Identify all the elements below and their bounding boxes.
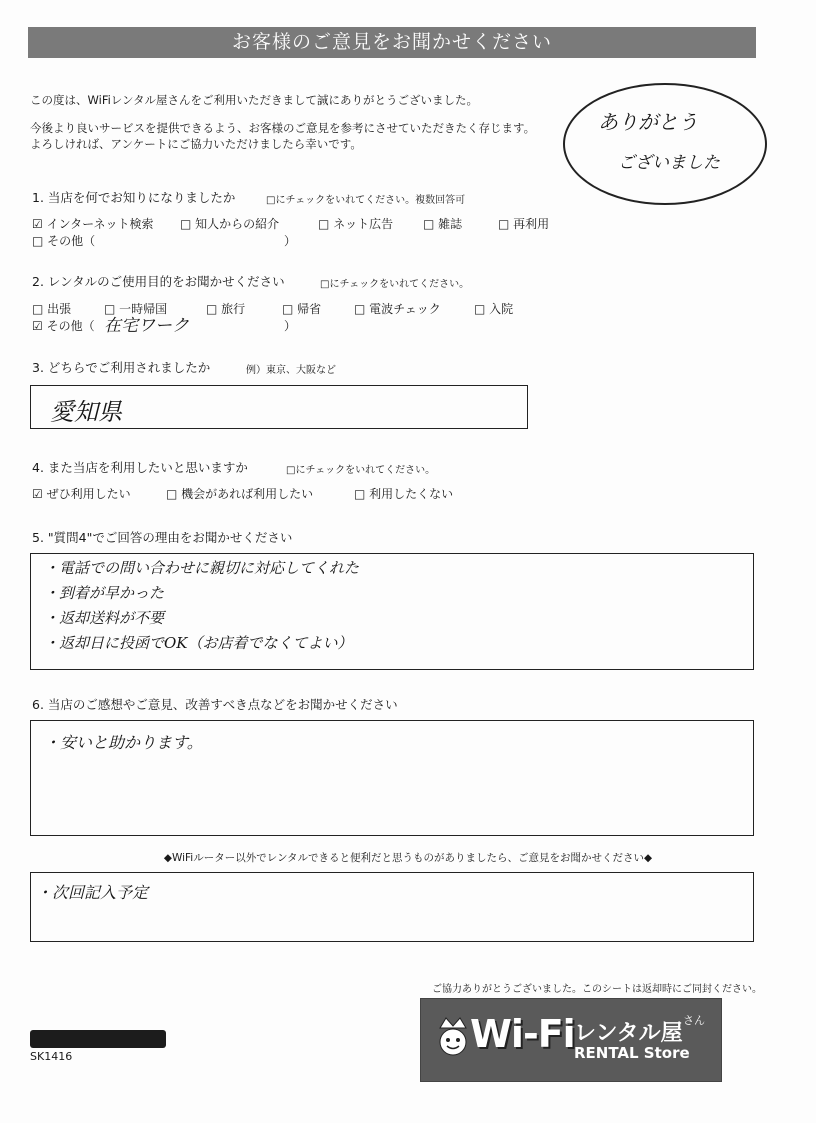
q4-option-no[interactable]: □ 利用したくない — [354, 487, 454, 501]
q7-answer: ・次回記入予定 — [36, 883, 149, 902]
logo-jp-text: レンタル屋 — [574, 1021, 683, 1046]
q2-option-hospital[interactable]: □ 入院 — [474, 302, 514, 316]
q6-label: 6. 当店のご感想やご意見、改善すべき点などをお聞かせください — [32, 697, 398, 712]
q5-answer-3: ・返却送料が不要 — [44, 609, 165, 627]
q3-hint: 例）東京、大阪など — [246, 365, 336, 376]
thanks-note-line-1: ありがとう — [598, 110, 698, 134]
intro-line-3: よろしければ、アンケートにご協力いただけましたら幸いです。 — [30, 137, 362, 151]
redacted-barcode — [30, 1030, 166, 1048]
logo-en-text: RENTAL Store — [574, 1044, 690, 1062]
q1-option-magazine[interactable]: □ 雑誌 — [423, 217, 463, 231]
q4-hint: □にチェックをいれてください。 — [286, 465, 436, 476]
q3-label: 3. どちらでご利用されましたか — [32, 360, 211, 375]
intro-line-1: この度は、WiFiレンタル屋さんをご利用いただきまして誠にありがとうございました。 — [30, 93, 479, 107]
q4-label: 4. また当店を利用したいと思いますか — [32, 460, 248, 475]
q5-answer-2: ・到着が早かった — [44, 584, 165, 602]
q2-hint: □にチェックをいれてください。 — [320, 279, 470, 290]
q1-option-referral[interactable]: □ 知人からの紹介 — [180, 217, 280, 231]
q1-option-net-ad[interactable]: □ ネット広告 — [318, 217, 394, 231]
logo-wifi-text: Wi-Fi — [470, 1012, 575, 1056]
thanks-note-circle — [563, 83, 767, 205]
q5-answer-1: ・電話での問い合わせに親切に対応してくれた — [44, 559, 360, 577]
logo-san-text: さん — [683, 1014, 705, 1027]
sheet-code: SK1416 — [30, 1050, 73, 1063]
q1-option-internet-search[interactable]: ☑ インターネット検索 — [32, 217, 154, 231]
q2-other-close: ） — [284, 319, 297, 333]
q2-option-other[interactable]: ☑ その他（ — [32, 319, 95, 333]
q1-hint: □にチェックをいれてください。複数回答可 — [266, 195, 466, 206]
q2-option-signal-check[interactable]: □ 電波チェック — [354, 302, 441, 316]
q1-label: 1. 当店を何でお知りになりましたか — [32, 190, 236, 205]
q2-label: 2. レンタルのご使用目的をお聞かせください — [32, 274, 285, 289]
q1-other-close: ） — [284, 234, 297, 248]
q4-option-definitely[interactable]: ☑ ぜひ利用したい — [32, 487, 131, 501]
q5-answer-4: ・返却日に投函でOK（お店着でなくてよい） — [44, 634, 353, 652]
q2-option-temporary-return[interactable]: □ 一時帰国 — [104, 302, 168, 316]
q2-other-answer: 在宅ワーク — [104, 316, 189, 336]
intro-line-2: 今後より良いサービスを提供できるよう、お客様のご意見を参考にさせていただきたく存じます。 — [30, 121, 536, 135]
q4-option-if-chance[interactable]: □ 機会があれば利用したい — [166, 487, 314, 501]
q1-option-other[interactable]: □ その他（ — [32, 234, 96, 248]
crown-mascot-icon — [436, 1016, 470, 1056]
q2-option-travel[interactable]: □ 旅行 — [206, 302, 246, 316]
q5-label: 5. "質問4"でご回答の理由をお聞かせください — [32, 530, 293, 545]
q2-option-business-trip[interactable]: □ 出張 — [32, 302, 72, 316]
q7-label: ◆WiFiルーター以外でレンタルできると便利だと思うものがありましたら、ご意見をお聞かせください◆ — [163, 852, 653, 864]
footer-thanks: ご協力ありがとうございました。このシートは返却時にご同封ください。 — [432, 984, 762, 995]
page-title: お客様のご意見をお聞かせください — [28, 27, 756, 58]
q1-option-reuse[interactable]: □ 再利用 — [498, 217, 550, 231]
q3-answer: 愛知県 — [50, 398, 122, 426]
q6-answer: ・安いと助かります。 — [44, 733, 203, 752]
q2-option-homecoming[interactable]: □ 帰省 — [282, 302, 322, 316]
thanks-note-line-2: ございました — [618, 153, 720, 173]
